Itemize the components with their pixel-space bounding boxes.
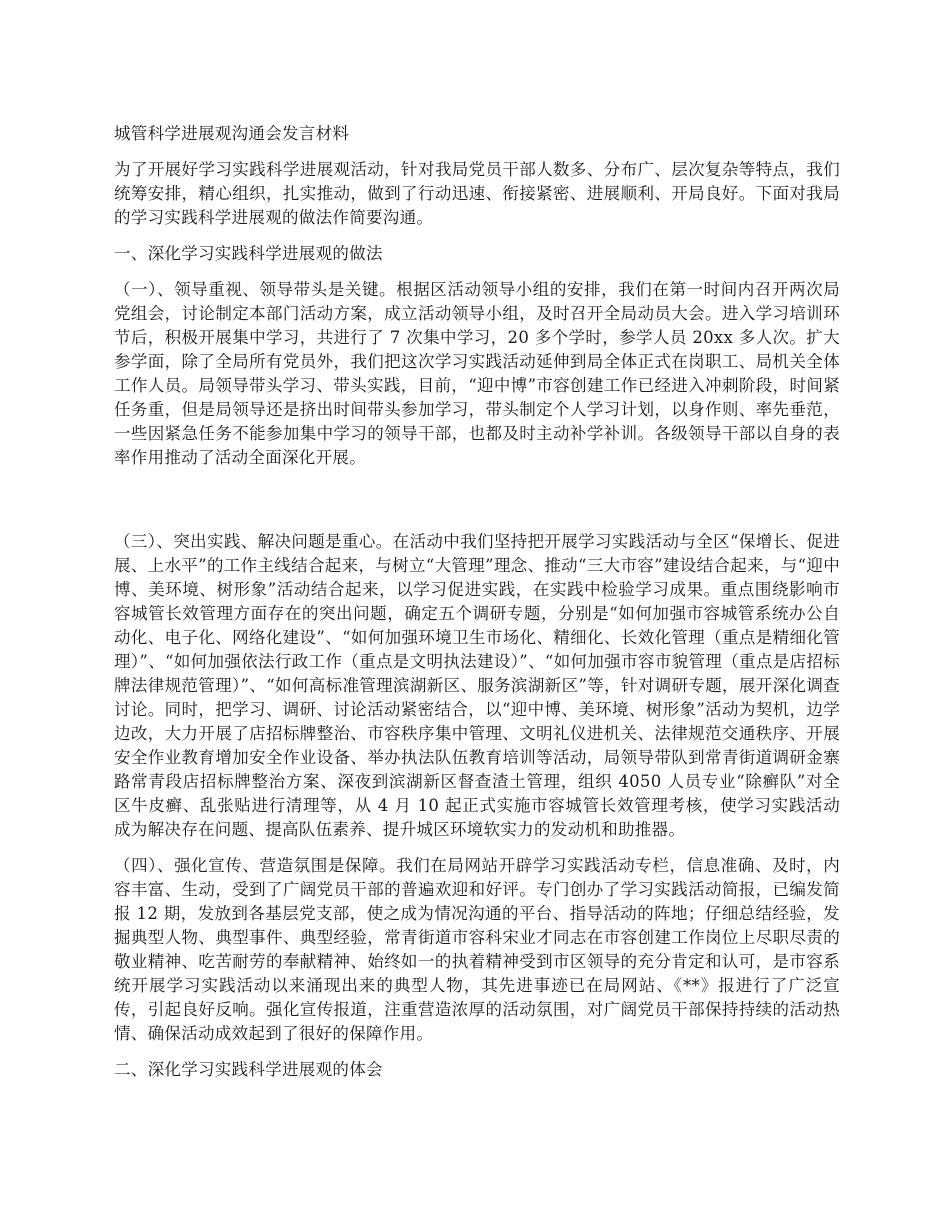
paragraph-1: （一）、领导重视、领导带头是关键。根据区活动领导小组的安排，我们在第一时间内召开两次局党组会，讨论制定本部门活动方案，成立活动领导小组，及时召开全局动员大会。进入学习培训环节后，积极开展集中学习，共进行了 7 次集中学习，20 多个学时，参学人员 20xx 多人次。扩大参学面，除了全局所有党员外，我们把这次学习实践活动延伸到局全体正式在岗职工、局机关全体工作人员。局领导带头学习、带头实践，目前，“迎中博”市容创建工作已经进入冲刺阶段，时间紧任务重，但是局领导还是挤出时间带头参加学习，带头制定个人学习计划，以身作则、率先垂范，一些因紧急任务不能参加集中学习的领导干部，也都及时主动补学补训。各级领导干部以自身的表率作用推动了活动全面深化开展。 <box>114 280 840 467</box>
section-heading-2: 二、深化学习实践科学进展观的体会 <box>114 1060 383 1079</box>
paragraph-3: （三）、突出实践、解决问题是重心。在活动中我们坚持把开展学习实践活动与全区“保增长、促进展、上水平”的工作主线结合起来，与树立“大管理”理念、推动“三大市容”建设结合起来，与“迎中博、美环境、树形象”活动结合起来，以学习促进实践，在实践中检验学习成果。重点围绕影响市容城管长效管理方面存在的突出问题，确定五个调研专题，分别是“如何加强市容城管系统办公自动化、电子化、网络化建设”、“如何加强环境卫生市场化、精细化、长效化管理（重点是精细化管理）”、“如何加强依法行政工作（重点是文明执法建设）”、“如何加强市容市貌管理（重点是店招标牌法律规范管理）”、“如何高标准管理滨湖新区、服务滨湖新区”等，针对调研专题，展开深化调查讨论。同时，把学习、调研、讨论活动紧密结合，以“迎中博、美环境、树形象”活动为契机，边学边改，大力开展了店招标牌整治、市容秩序集中管理、文明礼仪进机关、法律规范交通秩序、开展安全作业教育增加安全作业设备、举办执法队伍教育培训等活动，局领导带队到常青街道调研金寨路常青段店招标牌整治方案、深夜到滨湖新区督查渣土管理，组织 4050 人员专业“除癣队”对全区牛皮癣、乱张贴进行清理等，从 4 月 10 起正式实施市容城管长效管理考核，使学习实践活动成为解决存在问题、提高队伍素养、提升城区环境软实力的发动机和助推器。 <box>114 532 840 839</box>
paragraph-4: （四）、强化宣传、营造氛围是保障。我们在局网站开辟学习实践活动专栏，信息准确、及时，内容丰富、生动，受到了广阔党员干部的普遍欢迎和好评。专门创办了学习实践活动简报，已编发简报 12 期，发放到各基层党支部，使之成为情况沟通的平台、指导活动的阵地；仔细总结经验，发掘典型人物、典型事件、典型经验，常青街道市容科宋业才同志在市容创建工作岗位上尽职尽责的敬业精神、吃苦耐劳的奉献精神、始终如一的执着精神受到市区领导的充分肯定和认可，是市容系统开展学习实践活动以来涌现出来的典型人物，其先进事迹已在局网站、《**》报进行了广泛宣传，引起良好反响。强化宣传报道，注重营造浓厚的活动氛围，对广阔党员干部保持持续的活动热情、确保活动成效起到了很好的保障作用。 <box>114 856 840 1043</box>
document-title: 城管科学进展观沟通会发言材料 <box>114 124 350 143</box>
document-page <box>114 122 840 1094</box>
intro-paragraph: 为了开展好学习实践科学进展观活动，针对我局党员干部人数多、分布广、层次复杂等特点，我们统筹安排，精心组织，扎实推动，做到了行动迅速、衔接紧密、进展顺利、开局良好。下面对我局的学习实践科学进展观的做法作简要沟通。 <box>114 160 840 227</box>
section-heading-1: 一、深化学习实践科学进展观的做法 <box>114 244 383 263</box>
